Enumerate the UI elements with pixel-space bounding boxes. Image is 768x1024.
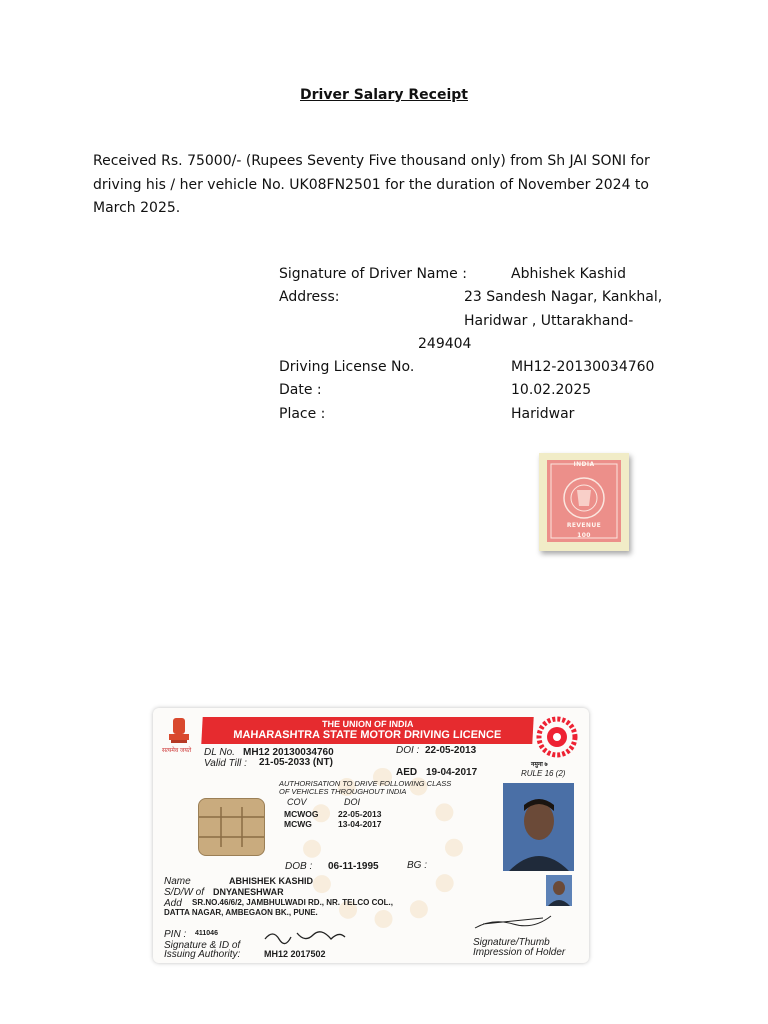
authorisation-line-1: AUTHORISATION TO DRIVE FOLLOWING CLASS [279, 779, 452, 788]
chip-contacts-icon [199, 799, 264, 855]
holder-signature-label-2: Impression of Holder [473, 947, 566, 958]
dob-value: 06-11-1995 [328, 861, 379, 872]
cov-class-2: MCWG [284, 819, 312, 829]
cov-class-2-date: 13-04-2017 [338, 819, 382, 829]
address-label: Address: [279, 289, 340, 305]
driver-name-value: Abhishek Kashid [511, 266, 627, 282]
address-line-2: DATTA NAGAR, AMBEGAON BK., PUNE. [164, 908, 318, 917]
licence-heading: MAHARASHTRA STATE MOTOR DRIVING LICENCE [233, 729, 502, 741]
emblem-caption: सत्यमेव जयते [162, 748, 192, 754]
dl-no-value: MH12 20130034760 [243, 747, 334, 758]
issuing-signature-icon [261, 927, 351, 947]
receipt-paragraph [93, 150, 683, 221]
state-emblem-icon [536, 716, 578, 758]
dob-label: DOB : [285, 861, 313, 872]
issuing-authority-id: MH12 2017502 [264, 949, 326, 959]
dl-no-label: DL No. [204, 747, 235, 758]
holder-signature-icon [473, 912, 553, 932]
revenue-stamp [539, 453, 629, 551]
valid-till-label: Valid Till : [204, 758, 247, 769]
place-label: Place : [279, 406, 326, 422]
rule-text: RULE 16 (2) [521, 769, 566, 778]
holder-photo [503, 783, 574, 871]
sim-chip-icon [198, 798, 265, 856]
revenue-stamp-face [547, 460, 621, 542]
name-label: Name [164, 876, 191, 887]
doi-column-label: DOI [344, 797, 361, 807]
cov-label: COV [287, 797, 307, 807]
aed-value: 19-04-2017 [426, 767, 478, 778]
bg-label: BG : [407, 860, 428, 871]
stamp-top-text: INDIA [573, 461, 595, 468]
driving-licence-card [153, 708, 589, 963]
stamp-revenue-text: REVENUE [566, 522, 602, 529]
cov-class-1-date: 22-05-2013 [338, 809, 382, 819]
sdw-label: S/D/W of [164, 887, 205, 898]
place-value: Haridwar [511, 406, 575, 422]
address-label: Add [164, 898, 182, 909]
address-line-1: 23 Sandesh Nagar, Kankhal, [464, 289, 663, 305]
doi-value: 22-05-2013 [425, 745, 477, 756]
stamp-emblem-icon [547, 460, 621, 542]
issuing-signature-label-2: Issuing Authority: [164, 949, 241, 960]
holder-portrait-small-icon [546, 875, 572, 906]
address-line-1: SR.NO.46/6/2, JAMBHULWADI RD., NR. TELCO COL., [192, 898, 393, 907]
authorisation-line-2: OF VEHICLES THROUGHOUT INDIA [279, 787, 407, 796]
cov-class-1: MCWOG [284, 809, 319, 819]
address-line-3: 249404 [418, 336, 472, 352]
licence-banner [201, 717, 533, 744]
holder-photo-small [546, 875, 572, 906]
form-label: नमुना ७ [531, 762, 548, 768]
pin-label: PIN : [164, 929, 187, 940]
issuing-signature-label-1: Signature & ID of [164, 940, 241, 951]
receipt-paragraph-line: March 2025. [93, 200, 181, 216]
holder-portrait-icon [503, 783, 574, 871]
union-of-india-text: THE UNION OF INDIA [321, 719, 414, 729]
date-label: Date : [279, 382, 322, 398]
driving-license-label: Driving License No. [279, 359, 415, 375]
name-value: ABHISHEK KASHID [229, 876, 314, 886]
driving-license-value: MH12-20130034760 [511, 359, 655, 375]
receipt-paragraph-line: Received Rs. 75000/- (Rupees Seventy Five thousand only) from Sh JAI SONI for [93, 153, 650, 169]
doi-label: DOI : [396, 745, 420, 756]
holder-signature-label-1: Signature/Thumb [473, 937, 550, 948]
aed-label: AED [396, 767, 418, 778]
pin-value: 411046 [195, 930, 218, 937]
signature-label: Signature of Driver Name : [279, 266, 467, 282]
stamp-value-text: 100 [577, 532, 591, 539]
date-value: 10.02.2025 [511, 382, 592, 398]
receipt-paragraph-line: driving his / her vehicle No. UK08FN2501 for the duration of November 2024 to [93, 176, 649, 193]
page-title: Driver Salary Receipt [300, 87, 468, 103]
valid-till-value: 21-05-2033 (NT) [259, 757, 333, 768]
address-line-2: Haridwar , Uttarakhand- [464, 313, 634, 329]
sdw-value: DNYANESHWAR [213, 887, 284, 897]
